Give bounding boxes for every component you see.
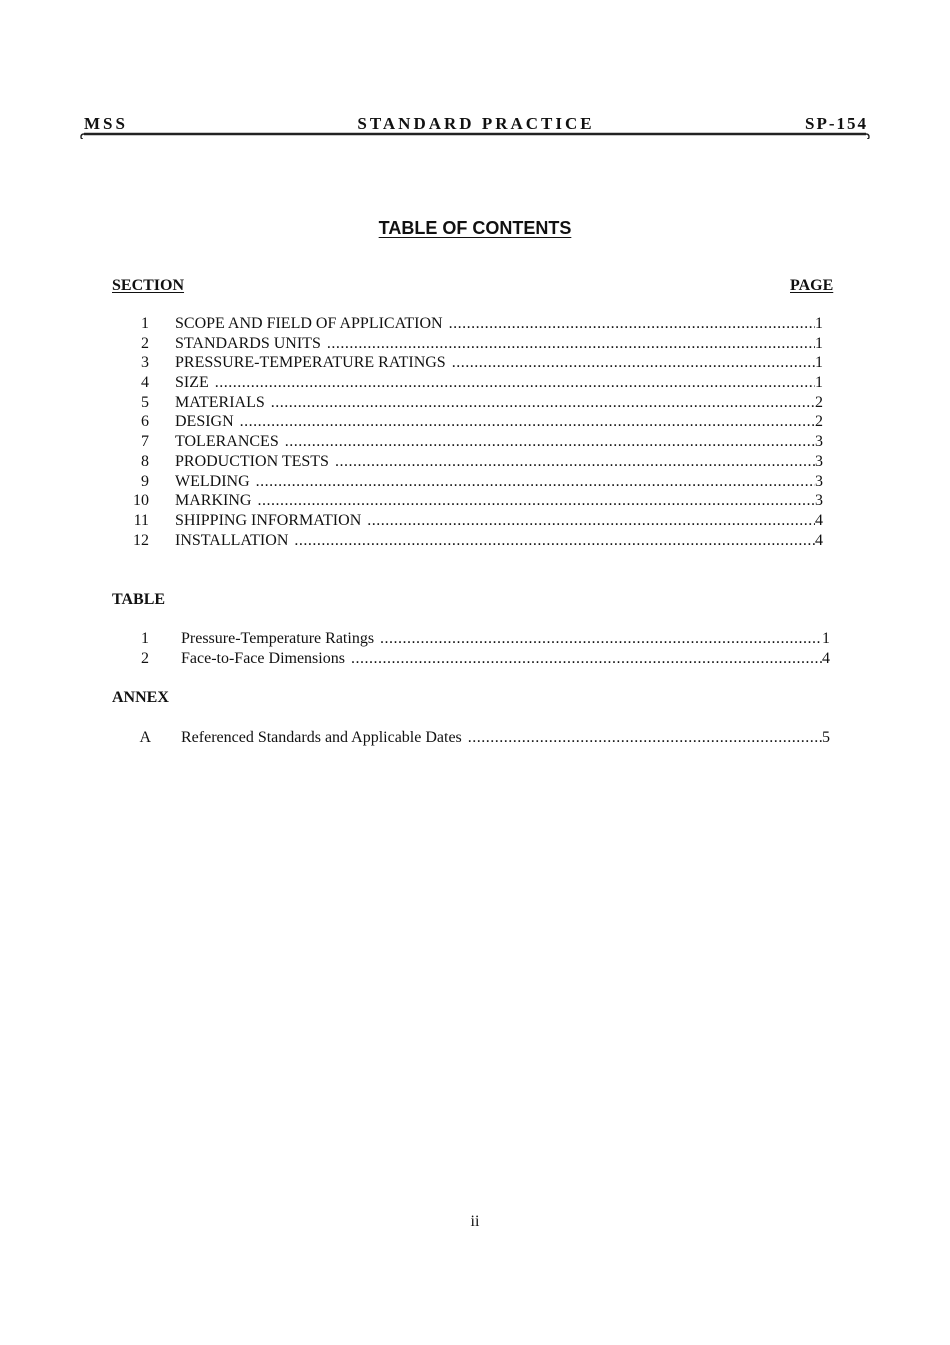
entry-number: A <box>139 729 151 746</box>
toc-entry[interactable] <box>111 373 823 393</box>
toc-entry[interactable] <box>111 432 823 452</box>
header-document-number: SP-154 <box>805 114 868 133</box>
entry-number: 2 <box>141 649 149 667</box>
dot-leader <box>294 531 815 551</box>
entry-title: SIZE <box>175 374 209 392</box>
annex-list <box>111 728 830 748</box>
header-rule <box>80 131 870 139</box>
dot-leader <box>335 452 815 472</box>
entry-page: 3 <box>815 492 823 510</box>
toc-entry[interactable] <box>111 728 830 748</box>
dot-leader <box>215 373 815 393</box>
entry-title: INSTALLATION <box>175 531 289 549</box>
toc-entry[interactable] <box>111 629 830 649</box>
entry-title: PRODUCTION TESTS <box>175 452 329 470</box>
entry-title: PRESSURE-TEMPERATURE RATINGS <box>175 354 446 372</box>
entry-page: 1 <box>815 374 823 392</box>
entry-page: 4 <box>815 531 823 549</box>
entry-title: SHIPPING INFORMATION <box>175 511 362 529</box>
entry-title: MARKING <box>175 492 252 510</box>
dot-leader <box>257 491 815 511</box>
dot-leader <box>449 314 815 334</box>
toc-entry[interactable] <box>111 452 823 472</box>
dot-leader <box>367 511 815 531</box>
toc-entry[interactable] <box>111 393 823 413</box>
dot-leader <box>285 432 815 452</box>
entry-number: 1 <box>141 315 149 332</box>
entry-number: 12 <box>133 531 149 549</box>
entry-page: 3 <box>815 452 823 470</box>
toc-entry[interactable] <box>111 472 823 492</box>
entry-title: WELDING <box>175 472 250 490</box>
page-number: ii <box>470 1213 480 1230</box>
entry-number: 7 <box>141 433 149 451</box>
entry-title: Pressure-Temperature Ratings <box>181 630 375 647</box>
header-organization: MSS <box>84 114 128 133</box>
dot-leader <box>240 412 815 432</box>
toc-entry[interactable] <box>111 314 823 334</box>
entry-page: 2 <box>815 393 823 411</box>
entry-page: 3 <box>815 433 823 451</box>
dot-leader <box>271 393 815 413</box>
entry-page: 3 <box>815 472 823 490</box>
entry-title: TOLERANCES <box>175 433 279 451</box>
dot-leader <box>327 334 815 354</box>
header-document-type: STANDARD PRACTICE <box>357 114 595 133</box>
tables-list <box>111 629 830 668</box>
toc-entry[interactable] <box>111 649 830 669</box>
page-column-header: PAGE <box>790 277 834 294</box>
page-title: TABLE OF CONTENTS <box>378 218 572 238</box>
annex-heading: ANNEX <box>112 689 169 706</box>
sections-list <box>111 314 823 550</box>
entry-number: 3 <box>141 354 149 372</box>
entry-number: 9 <box>141 472 149 490</box>
entry-number: 6 <box>141 413 149 431</box>
entry-title: Referenced Standards and Applicable Dates <box>181 729 462 746</box>
toc-entry[interactable] <box>111 334 823 354</box>
entry-page: 4 <box>822 649 830 667</box>
section-column-header: SECTION <box>112 277 185 294</box>
entry-number: 5 <box>141 393 149 411</box>
entry-page: 1 <box>815 354 823 372</box>
dot-leader <box>468 728 822 748</box>
entry-number: 10 <box>133 492 149 510</box>
entry-title: DESIGN <box>175 413 234 431</box>
entry-title: Face-to-Face Dimensions <box>181 649 345 667</box>
dot-leader <box>380 629 822 649</box>
entry-page: 4 <box>815 511 823 529</box>
dot-leader <box>452 353 815 373</box>
entry-number: 11 <box>133 511 149 529</box>
entry-page: 5 <box>822 729 830 746</box>
toc-entry[interactable] <box>111 511 823 531</box>
toc-entry[interactable] <box>111 412 823 432</box>
dot-leader <box>351 649 822 669</box>
dot-leader <box>256 472 815 492</box>
entry-page: 1 <box>822 630 830 647</box>
entry-page: 1 <box>815 315 823 332</box>
entry-title: STANDARDS UNITS <box>175 334 321 352</box>
toc-entry[interactable] <box>111 531 823 551</box>
entry-title: MATERIALS <box>175 393 265 411</box>
entry-page: 1 <box>815 334 823 352</box>
toc-entry[interactable] <box>111 353 823 373</box>
entry-title: SCOPE AND FIELD OF APPLICATION <box>175 315 443 332</box>
entry-number: 1 <box>141 630 149 647</box>
entry-number: 2 <box>141 334 149 352</box>
entry-page: 2 <box>815 413 823 431</box>
entry-number: 4 <box>141 374 149 392</box>
entry-number: 8 <box>141 452 149 470</box>
tables-heading: TABLE <box>112 591 166 608</box>
toc-entry[interactable] <box>111 491 823 511</box>
